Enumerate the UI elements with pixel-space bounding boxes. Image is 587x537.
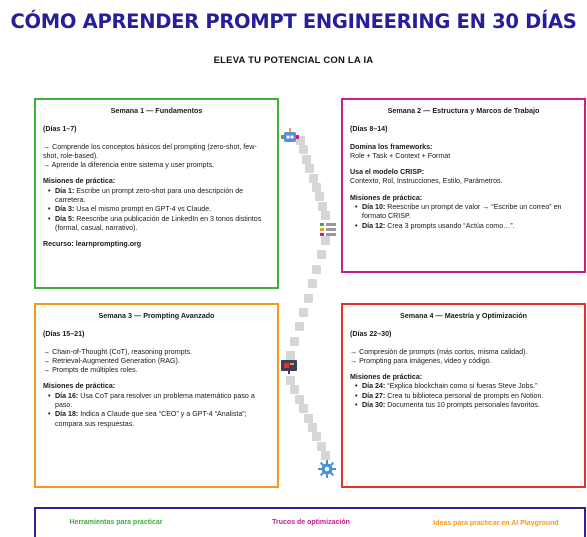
week3-missions-label: Misiones de práctica: — [43, 382, 116, 391]
gear-icon — [318, 460, 336, 478]
mission-item: • Día 10: Reescribe un prompt de valor → “Escribe un correo” en formato CRISP. — [362, 203, 577, 222]
path-dot — [286, 351, 295, 360]
mission-item: • Día 27: Crea tu biblioteca personal de prompts en Notion. — [362, 392, 577, 401]
week1-missions-label: Misiones de práctica: — [43, 177, 116, 186]
week1-card — [34, 98, 279, 289]
path-dot — [290, 337, 299, 346]
week4-missions — [350, 382, 577, 410]
path-dot — [321, 451, 330, 460]
week3-card — [34, 303, 279, 488]
path-dot — [295, 395, 304, 404]
week2-card — [341, 98, 586, 273]
week3-intro-3: → Prompts de múltiples roles. — [43, 366, 138, 375]
week3-intro-1: → Chain-of-Thought (CoT), reasoning prompts. — [43, 347, 193, 356]
mission-item: • Día 5: Reescribe una publicación de LinkedIn en 3 tonos distintos (formal, casual, narrativo). — [55, 215, 270, 234]
mission-item: • Día 18: Indica a Claude que sea “CEO” y a GPT-4 “Analista”; compara sus respuestas. — [55, 410, 270, 429]
ideas-heading: Ideas para practicar en AI Playground — [433, 520, 559, 527]
robot-icon — [281, 128, 299, 144]
week4-title: Semana 4 — Maestría y Optimización — [399, 311, 528, 320]
week2-frameworks-label: Domina los frameworks: — [350, 142, 433, 151]
path-dot — [290, 385, 299, 394]
week4-intro-2: → Prompting para imágenes, video y código. — [350, 356, 492, 365]
path-dot — [312, 265, 321, 274]
path-dot — [308, 423, 317, 432]
week1-title: Semana 1 — Fundamentos — [110, 106, 203, 115]
subtitle: ELEVA TU POTENCIAL CON LA IA — [213, 55, 374, 66]
path-dot — [299, 145, 308, 154]
week1-resource: Recurso: learnprompting.org — [43, 240, 142, 249]
week2-crisp-label: Usa el modelo CRISP: — [350, 168, 425, 177]
path-dot — [299, 404, 308, 413]
path-dot — [317, 442, 326, 451]
week1-intro-2: → Aprende la diferencia entre sistema y user prompts. — [43, 161, 215, 170]
path-dot — [305, 164, 314, 173]
week1-missions — [43, 187, 270, 233]
tricks-heading: Trucos de optimización — [272, 519, 350, 526]
mission-item: • Día 1: Escribe un prompt zero-shot para una descripción de carretera. — [55, 187, 270, 206]
week4-days: (Días 22–30) — [350, 330, 392, 339]
mission-item: • Día 24: “Explica blockchain como si fueras Steve Jobs.” — [362, 382, 577, 391]
week2-frameworks: Role + Task + Context + Format — [350, 151, 451, 160]
path-dot — [304, 414, 313, 423]
path-dot — [312, 183, 321, 192]
mission-item: • Día 30: Documenta tus 10 prompts personales favoritos. — [362, 401, 577, 410]
presentation-icon — [281, 360, 297, 374]
list-icon — [320, 222, 336, 236]
week2-crisp: Contexto, Rol, Instrucciones, Estilo, Parámetros. — [350, 177, 503, 186]
path-dot — [286, 376, 295, 385]
week1-intro-1: → Comprende los conceptos básicos del prompting (zero-shot, few-shot, role-based). — [43, 142, 257, 160]
week2-missions — [350, 203, 577, 231]
mission-item: • Día 12: Crea 3 prompts usando “Actúa como…”. — [362, 222, 577, 231]
week4-missions-label: Misiones de práctica: — [350, 373, 423, 382]
week3-days: (Días 15–21) — [43, 330, 85, 339]
path-dot — [321, 211, 330, 220]
week2-missions-label: Misiones de práctica: — [350, 193, 423, 202]
week1-days: (Días 1–7) — [43, 125, 77, 134]
mission-item: • Día 16: Usa CoT para resolver un problema matemático paso a paso. — [55, 392, 270, 411]
main-title: CÓMO APRENDER PROMPT ENGINEERING EN 30 DÍAS — [10, 10, 577, 33]
week4-card — [341, 303, 586, 488]
week3-title: Semana 3 — Prompting Avanzado — [98, 311, 215, 320]
path-dot — [315, 192, 324, 201]
path-dot — [304, 294, 313, 303]
week2-title: Semana 2 — Estructura y Marcos de Trabajo — [387, 106, 540, 115]
path-dot — [309, 174, 318, 183]
path-dot — [318, 202, 327, 211]
week3-intro-2: → Retrieval-Augmented Generation (RAG). — [43, 356, 180, 365]
mission-item: • Día 3: Usa el mismo prompt en GPT-4 vs Claude. — [55, 205, 270, 214]
path-dot — [299, 308, 308, 317]
week4-intro-1: → Compresión de prompts (más cortos, misma calidad). — [350, 347, 528, 356]
tools-heading: Herramientas para practicar — [69, 519, 163, 526]
week2-days: (Días 8–14) — [350, 125, 388, 134]
path-dot — [302, 155, 311, 164]
path-dot — [317, 250, 326, 259]
path-dot — [308, 279, 317, 288]
path-dot — [295, 322, 304, 331]
week3-missions — [43, 392, 270, 429]
path-dot — [321, 236, 330, 245]
path-dot — [312, 432, 321, 441]
tips-panel — [34, 507, 586, 537]
